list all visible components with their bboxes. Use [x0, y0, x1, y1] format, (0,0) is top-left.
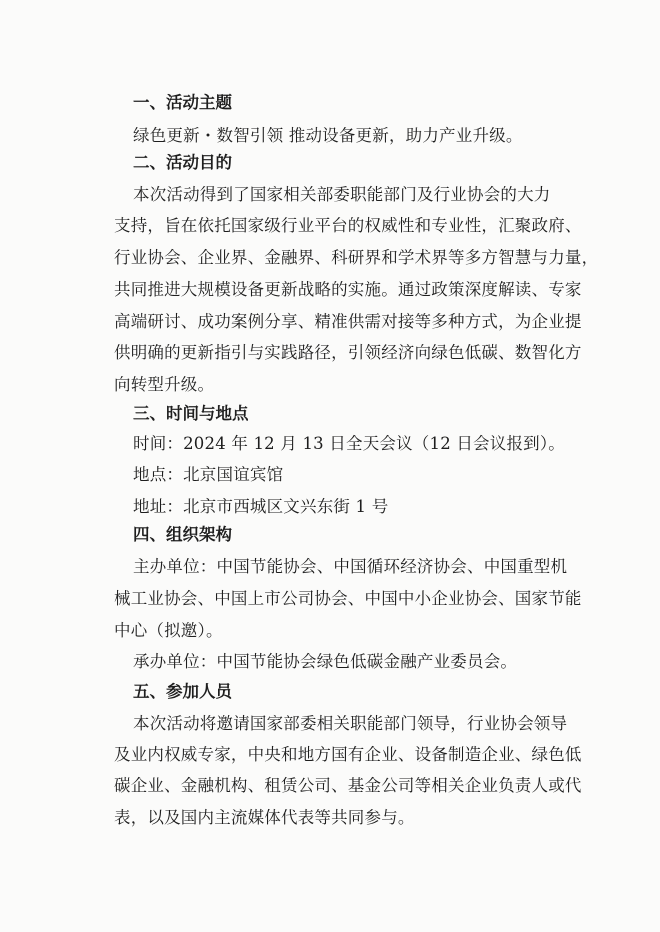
section-heading-participants: 五、参加人员	[133, 682, 232, 701]
section-heading-theme: 一、活动主题	[133, 93, 232, 112]
purpose-line: 共同推进大规模设备更新战略的实施。通过政策深度解读、专家	[114, 280, 582, 299]
theme-text: 绿色更新・数智引领 推动设备更新，助力产业升级。	[133, 126, 523, 145]
address-text: 地址：北京市西城区文兴东街 1 号	[133, 497, 389, 516]
participants-line: 及业内权威专家，中央和地方国有企业、设备制造企业、绿色低	[114, 745, 582, 764]
section-heading-purpose: 二、活动目的	[133, 153, 232, 172]
section-heading-organization: 四、组织架构	[133, 525, 232, 544]
participants-line: 碳企业、金融机构、租赁公司、基金公司等相关企业负责人或代	[114, 776, 582, 795]
purpose-line: 高端研讨、成功案例分享、精准供需对接等多种方式，为企业提	[114, 312, 582, 331]
host-line: 主办单位：中国节能协会、中国循环经济协会、中国重型机	[133, 557, 568, 576]
place-text: 地点：北京国谊宾馆	[133, 465, 284, 484]
participants-line: 表，以及国内主流媒体代表等共同参与。	[114, 808, 415, 827]
host-line: 械工业协会、中国上市公司协会、中国中小企业协会、国家节能	[114, 589, 582, 608]
purpose-line: 支持，旨在依托国家级行业平台的权威性和专业性，汇聚政府、	[114, 216, 582, 235]
time-text: 时间：2024 年 12 月 13 日全天会议（12 日会议报到）。	[133, 434, 565, 453]
host-line: 中心（拟邀）。	[114, 621, 223, 640]
purpose-line: 向转型升级。	[114, 375, 215, 394]
purpose-line: 本次活动得到了国家相关部委职能部门及行业协会的大力	[133, 185, 551, 204]
purpose-line: 供明确的更新指引与实践路径，引领经济向绿色低碳、数智化方	[114, 343, 582, 362]
section-heading-time-place: 三、时间与地点	[133, 404, 249, 423]
participants-line: 本次活动将邀请国家部委相关职能部门领导，行业协会领导	[133, 714, 568, 733]
purpose-line: 行业协会、企业界、金融界、科研界和学术界等多方智慧与力量，	[114, 248, 599, 267]
organizer-text: 承办单位：中国节能协会绿色低碳金融产业委员会。	[133, 652, 518, 671]
